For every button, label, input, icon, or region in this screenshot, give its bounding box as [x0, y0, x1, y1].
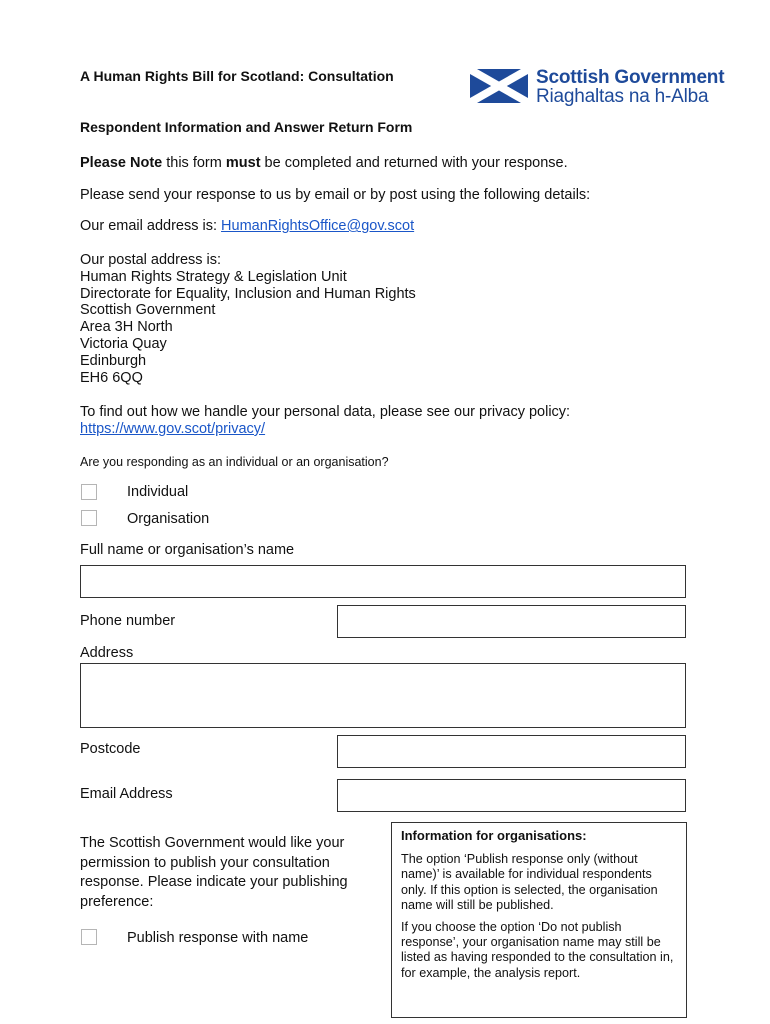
name-input[interactable]	[80, 565, 686, 598]
respondent-question: Are you responding as an individual or an organisation?	[80, 455, 389, 469]
postal-line: Human Rights Strategy & Legislation Unit	[80, 268, 347, 285]
postal-line: Victoria Quay	[80, 335, 167, 352]
address-input[interactable]	[80, 663, 686, 728]
logo-line-gaelic: Riaghaltas na h-Alba	[536, 86, 709, 107]
organisation-label: Organisation	[127, 511, 210, 527]
privacy-link-line	[80, 421, 265, 437]
postal-line: Edinburgh	[80, 352, 147, 369]
postcode-label: Postcode	[80, 741, 141, 757]
email-prefix: Our email address is:	[80, 218, 222, 234]
postal-line: EH6 6QQ	[80, 369, 143, 386]
postcode-input[interactable]	[337, 735, 686, 768]
postal-label: Our postal address is:	[80, 252, 222, 268]
send-instructions: Please send your response to us by email or by post using the following details:	[80, 187, 591, 203]
individual-label: Individual	[127, 484, 189, 500]
privacy-link[interactable]: https://www.gov.scot/privacy/	[80, 421, 266, 437]
scottish-government-logo	[470, 67, 740, 105]
postal-line: Area 3H North	[80, 319, 173, 336]
info-box-heading: Information for organisations:	[401, 828, 587, 843]
phone-input[interactable]	[337, 605, 686, 638]
name-label: Full name or organisation’s name	[80, 542, 295, 558]
organisation-checkbox[interactable]	[81, 510, 97, 526]
note-text-2: be completed and returned with your response.	[260, 155, 568, 171]
saltire-flag-icon	[470, 69, 528, 103]
note-text-1: this form	[162, 155, 226, 171]
note-emphasis: must	[225, 155, 261, 171]
publish-with-name-label: Publish response with name	[127, 930, 309, 946]
note-label: Please Note	[80, 155, 163, 171]
publish-with-name-checkbox[interactable]	[81, 929, 97, 945]
email-address-input[interactable]	[337, 779, 686, 812]
address-label: Address	[80, 645, 134, 661]
publish-permission-text: The Scottish Government would like your permission to publish your consultation response. Please indicate your publishing preference:	[80, 835, 348, 910]
privacy-text: To find out how we handle your personal data, please see our privacy policy:	[80, 404, 571, 420]
postal-line: Scottish Government	[80, 302, 216, 319]
form-subtitle: Respondent Information and Answer Return Form	[80, 119, 413, 135]
info-box-paragraph: If you choose the option ‘Do not publish response’, your organisation name may still be listed as having responded to the consultation in, for example, the analysis report.	[401, 920, 674, 980]
postal-address	[80, 252, 416, 386]
info-box-paragraph: The option ‘Publish response only (without name)’ is available for individual respondents only. If this option is selected, the organisation name will still be published.	[401, 852, 658, 912]
postal-line: Directorate for Equality, Inclusion and Human Rights	[80, 285, 416, 302]
email-line	[80, 218, 414, 234]
completion-note	[80, 155, 568, 171]
email-address-label: Email Address	[80, 786, 173, 802]
logo-line-english: Scottish Government	[536, 67, 725, 88]
email-link[interactable]: HumanRightsOffice@gov.scot	[221, 218, 415, 234]
page-title: A Human Rights Bill for Scotland: Consultation	[80, 68, 394, 84]
organisation-info-box	[391, 822, 687, 1018]
individual-checkbox[interactable]	[81, 484, 97, 500]
phone-label: Phone number	[80, 613, 176, 629]
